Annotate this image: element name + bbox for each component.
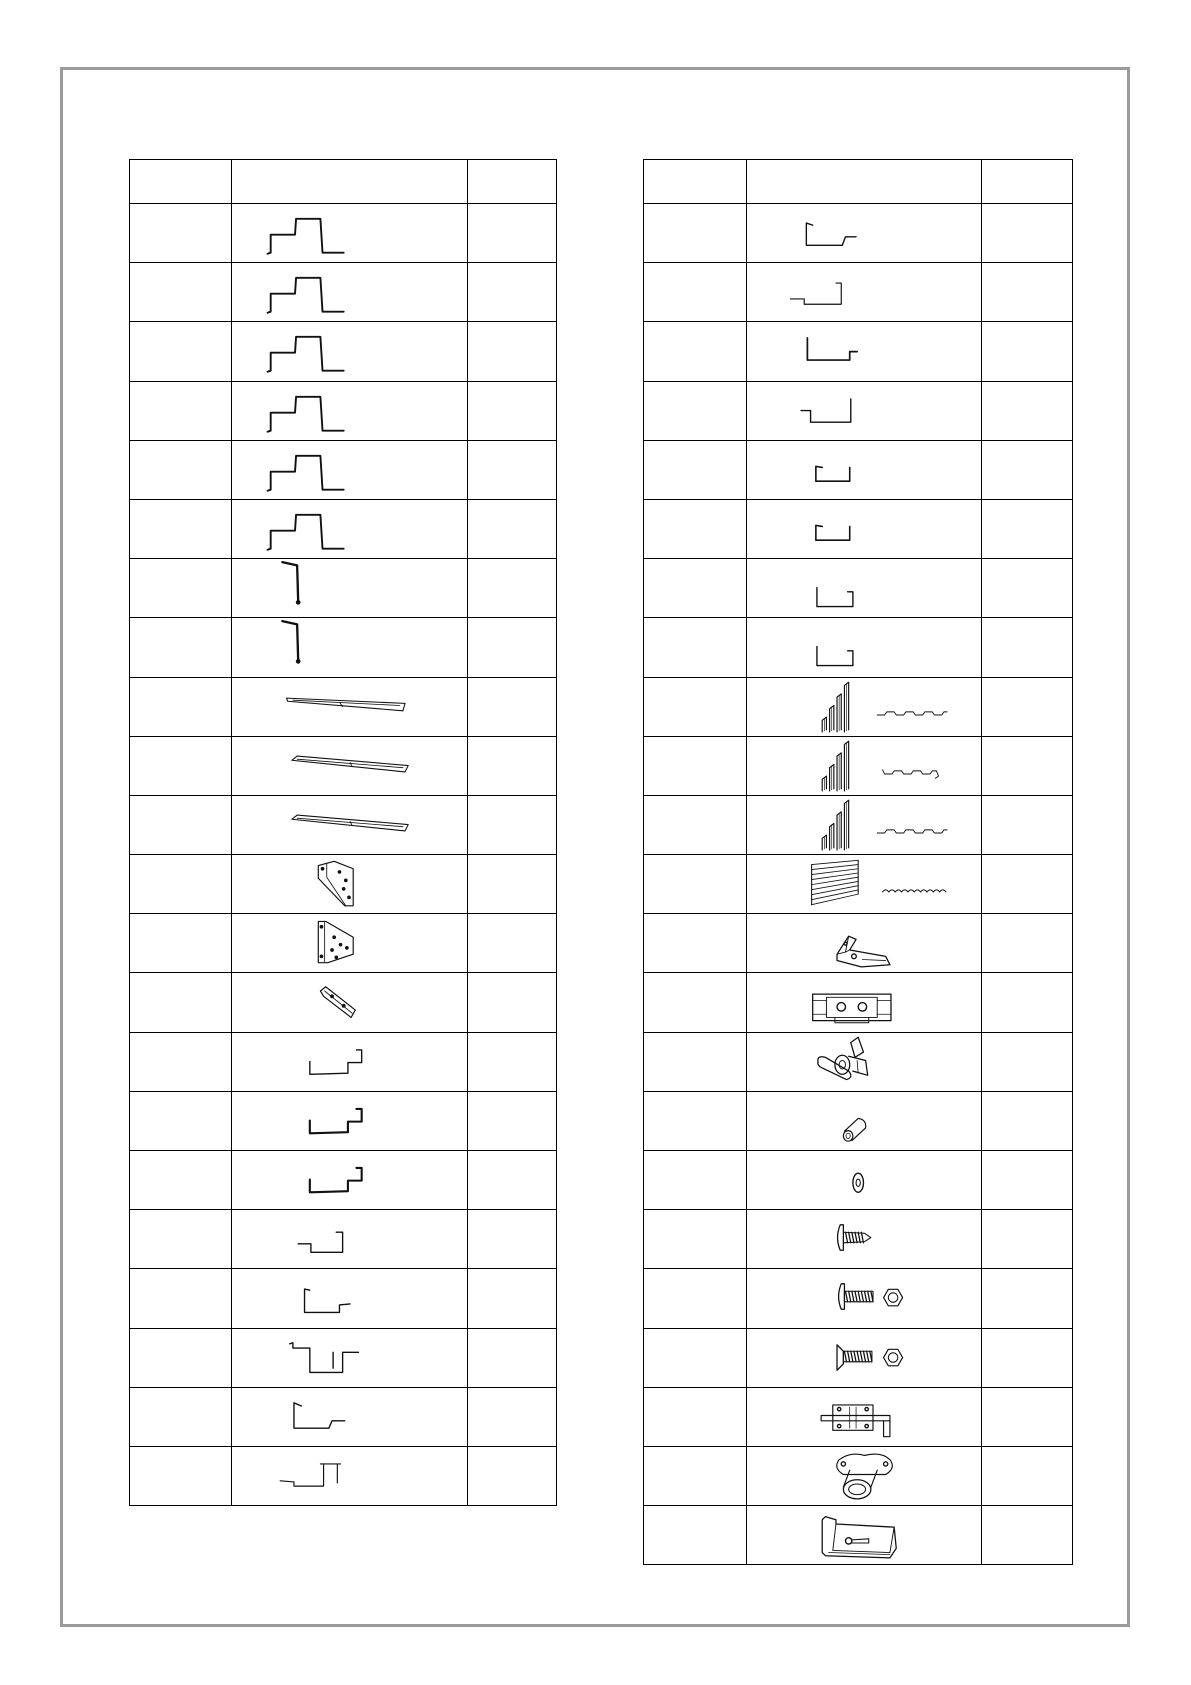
- z-profile-f-icon: [747, 263, 981, 321]
- channel-lip-a-icon: [747, 322, 981, 380]
- part-quantity-cell: [982, 1329, 1073, 1388]
- corrugated-panel-hook-icon: [747, 737, 981, 795]
- part-number-cell: [644, 678, 747, 737]
- part-image-cell: [747, 1506, 982, 1565]
- part-number-cell: [644, 204, 747, 263]
- channel-hook-heavy-icon: [232, 1151, 467, 1209]
- part-number-cell: [644, 1329, 747, 1388]
- part-number-cell: [644, 1447, 747, 1506]
- flange-bearing-icon: [747, 1447, 981, 1505]
- part-quantity-cell: [468, 855, 557, 914]
- header-image-cell: [232, 160, 468, 204]
- part-quantity-cell: [982, 263, 1073, 322]
- part-image-cell: [747, 855, 982, 914]
- part-quantity-cell: [468, 1269, 557, 1328]
- part-number-cell: [644, 1092, 747, 1151]
- barrel-bolt-icon: [747, 1388, 981, 1446]
- z-profile-e-icon: [747, 204, 981, 262]
- part-quantity-cell: [468, 382, 557, 441]
- stepped-profile-icon: [232, 441, 467, 499]
- part-image-cell: [232, 1210, 468, 1269]
- corrugated-sheet-icon: [747, 855, 981, 913]
- header-quantity-cell: [982, 160, 1073, 204]
- part-image-cell: [232, 973, 468, 1032]
- part-image-cell: [232, 500, 468, 559]
- part-image-cell: [232, 1388, 468, 1447]
- part-image-cell: [747, 1447, 982, 1506]
- part-number-cell: [130, 1151, 232, 1210]
- part-image-cell: [747, 1329, 982, 1388]
- part-number-cell: [130, 618, 232, 677]
- part-number-cell: [644, 500, 747, 559]
- part-number-cell: [644, 737, 747, 796]
- long-strip-flat-icon: [232, 796, 467, 854]
- z-profile-a-icon: [232, 1210, 467, 1268]
- part-image-cell: [747, 914, 982, 973]
- part-quantity-cell: [468, 559, 557, 618]
- part-quantity-cell: [468, 618, 557, 677]
- channel-lip-b-icon: [747, 382, 981, 440]
- part-quantity-cell: [982, 618, 1073, 677]
- part-quantity-cell: [982, 1210, 1073, 1269]
- channel-hook-icon: [232, 1033, 467, 1091]
- part-image-cell: [747, 559, 982, 618]
- header-quantity-cell: [468, 160, 557, 204]
- stepped-profile-icon: [232, 263, 467, 321]
- part-image-cell: [747, 1092, 982, 1151]
- part-number-cell: [130, 441, 232, 500]
- part-image-cell: [747, 1269, 982, 1328]
- header-number-cell: [644, 160, 747, 204]
- part-quantity-cell: [468, 1447, 557, 1506]
- part-quantity-cell: [982, 1447, 1073, 1506]
- part-number-cell: [130, 796, 232, 855]
- bolt-nut-icon: [747, 1269, 981, 1327]
- part-image-cell: [747, 322, 982, 381]
- part-image-cell: [747, 973, 982, 1032]
- part-quantity-cell: [468, 973, 557, 1032]
- double-channel-icon: [232, 1329, 467, 1387]
- part-quantity-cell: [468, 500, 557, 559]
- part-quantity-cell: [468, 322, 557, 381]
- part-image-cell: [232, 382, 468, 441]
- channel-hook-heavy-icon: [232, 1092, 467, 1150]
- part-image-cell: [232, 1092, 468, 1151]
- part-quantity-cell: [982, 855, 1073, 914]
- part-quantity-cell: [468, 263, 557, 322]
- small-channel-b-icon: [747, 559, 981, 617]
- part-image-cell: [232, 441, 468, 500]
- corrugated-panel-icon: [747, 678, 981, 736]
- part-image-cell: [232, 322, 468, 381]
- part-quantity-cell: [468, 1033, 557, 1092]
- part-quantity-cell: [982, 382, 1073, 441]
- part-quantity-cell: [982, 559, 1073, 618]
- stepped-profile-icon: [232, 204, 467, 262]
- corrugated-panel-icon: [747, 796, 981, 854]
- z-profile-b-icon: [232, 1269, 467, 1327]
- part-quantity-cell: [982, 500, 1073, 559]
- part-quantity-cell: [982, 678, 1073, 737]
- part-quantity-cell: [468, 914, 557, 973]
- part-number-cell: [130, 1210, 232, 1269]
- part-number-cell: [644, 1388, 747, 1447]
- part-number-cell: [644, 1269, 747, 1328]
- part-image-cell: [747, 796, 982, 855]
- part-image-cell: [232, 204, 468, 263]
- part-number-cell: [130, 1092, 232, 1151]
- gusset-plate-a-icon: [232, 855, 467, 913]
- part-quantity-cell: [982, 1151, 1073, 1210]
- part-quantity-cell: [468, 1388, 557, 1447]
- stepped-profile-icon: [232, 322, 467, 380]
- part-number-cell: [644, 441, 747, 500]
- part-number-cell: [130, 263, 232, 322]
- part-number-cell: [130, 1329, 232, 1388]
- part-number-cell: [130, 914, 232, 973]
- part-image-cell: [232, 914, 468, 973]
- washer-icon: [747, 1151, 981, 1209]
- part-number-cell: [130, 1388, 232, 1447]
- part-number-cell: [130, 559, 232, 618]
- small-channel-b-icon: [747, 618, 981, 676]
- long-strip-icon: [232, 678, 467, 736]
- parts-table-right: [643, 159, 1073, 1565]
- part-quantity-cell: [982, 973, 1073, 1032]
- hinge-plate-icon: [747, 973, 981, 1031]
- part-number-cell: [130, 1447, 232, 1506]
- part-image-cell: [232, 1033, 468, 1092]
- part-image-cell: [747, 441, 982, 500]
- part-quantity-cell: [468, 1210, 557, 1269]
- part-number-cell: [644, 322, 747, 381]
- part-number-cell: [644, 1033, 747, 1092]
- part-image-cell: [232, 678, 468, 737]
- part-quantity-cell: [468, 441, 557, 500]
- part-quantity-cell: [982, 441, 1073, 500]
- gusset-plate-b-icon: [232, 914, 467, 972]
- bent-rod-icon: [232, 618, 467, 676]
- parts-table-left: [129, 159, 557, 1506]
- part-number-cell: [644, 914, 747, 973]
- part-image-cell: [232, 559, 468, 618]
- part-image-cell: [747, 737, 982, 796]
- part-quantity-cell: [468, 1329, 557, 1388]
- part-number-cell: [130, 204, 232, 263]
- part-image-cell: [747, 1388, 982, 1447]
- part-image-cell: [232, 263, 468, 322]
- long-strip-flat-icon: [232, 737, 467, 795]
- part-quantity-cell: [468, 1092, 557, 1151]
- part-quantity-cell: [468, 737, 557, 796]
- part-number-cell: [130, 1269, 232, 1328]
- stepped-profile-icon: [232, 500, 467, 558]
- part-quantity-cell: [982, 914, 1073, 973]
- part-image-cell: [232, 1269, 468, 1328]
- countersunk-bolt-nut-icon: [747, 1329, 981, 1387]
- part-quantity-cell: [982, 1033, 1073, 1092]
- part-image-cell: [747, 382, 982, 441]
- part-quantity-cell: [982, 1269, 1073, 1328]
- part-quantity-cell: [982, 322, 1073, 381]
- part-number-cell: [644, 382, 747, 441]
- part-image-cell: [747, 500, 982, 559]
- part-image-cell: [747, 204, 982, 263]
- part-number-cell: [644, 1151, 747, 1210]
- stepped-profile-icon: [232, 382, 467, 440]
- angle-clip-icon: [232, 973, 467, 1031]
- part-image-cell: [232, 855, 468, 914]
- part-image-cell: [747, 618, 982, 677]
- t-handle-latch-icon: [747, 1033, 981, 1091]
- header-image-cell: [747, 160, 982, 204]
- part-number-cell: [130, 973, 232, 1032]
- part-image-cell: [232, 618, 468, 677]
- part-number-cell: [130, 322, 232, 381]
- part-number-cell: [130, 382, 232, 441]
- part-image-cell: [747, 1210, 982, 1269]
- part-image-cell: [747, 1033, 982, 1092]
- part-number-cell: [644, 796, 747, 855]
- z-profile-c-icon: [232, 1388, 467, 1446]
- part-quantity-cell: [982, 737, 1073, 796]
- part-quantity-cell: [468, 204, 557, 263]
- part-quantity-cell: [982, 1388, 1073, 1447]
- part-number-cell: [644, 973, 747, 1032]
- part-number-cell: [644, 263, 747, 322]
- part-quantity-cell: [982, 1092, 1073, 1151]
- part-quantity-cell: [982, 204, 1073, 263]
- slide-bracket-icon: [747, 1506, 981, 1564]
- part-number-cell: [130, 737, 232, 796]
- part-quantity-cell: [468, 1151, 557, 1210]
- part-image-cell: [232, 1151, 468, 1210]
- part-number-cell: [644, 855, 747, 914]
- part-image-cell: [232, 1447, 468, 1506]
- z-profile-d-icon: [232, 1447, 467, 1505]
- part-quantity-cell: [468, 678, 557, 737]
- small-channel-icon: [747, 441, 981, 499]
- part-image-cell: [232, 796, 468, 855]
- part-number-cell: [130, 855, 232, 914]
- part-number-cell: [644, 1506, 747, 1565]
- bent-rod-icon: [232, 559, 467, 617]
- part-number-cell: [130, 678, 232, 737]
- screw-icon: [747, 1210, 981, 1268]
- part-image-cell: [747, 678, 982, 737]
- part-image-cell: [232, 1329, 468, 1388]
- angle-bracket-icon: [747, 914, 981, 972]
- part-number-cell: [130, 1033, 232, 1092]
- part-image-cell: [747, 1151, 982, 1210]
- part-number-cell: [644, 559, 747, 618]
- part-quantity-cell: [982, 1506, 1073, 1565]
- header-number-cell: [130, 160, 232, 204]
- part-image-cell: [232, 737, 468, 796]
- part-quantity-cell: [468, 796, 557, 855]
- small-channel-icon: [747, 500, 981, 558]
- part-image-cell: [747, 263, 982, 322]
- part-number-cell: [644, 618, 747, 677]
- part-number-cell: [130, 500, 232, 559]
- part-quantity-cell: [982, 796, 1073, 855]
- part-number-cell: [644, 1210, 747, 1269]
- spacer-sleeve-icon: [747, 1092, 981, 1150]
